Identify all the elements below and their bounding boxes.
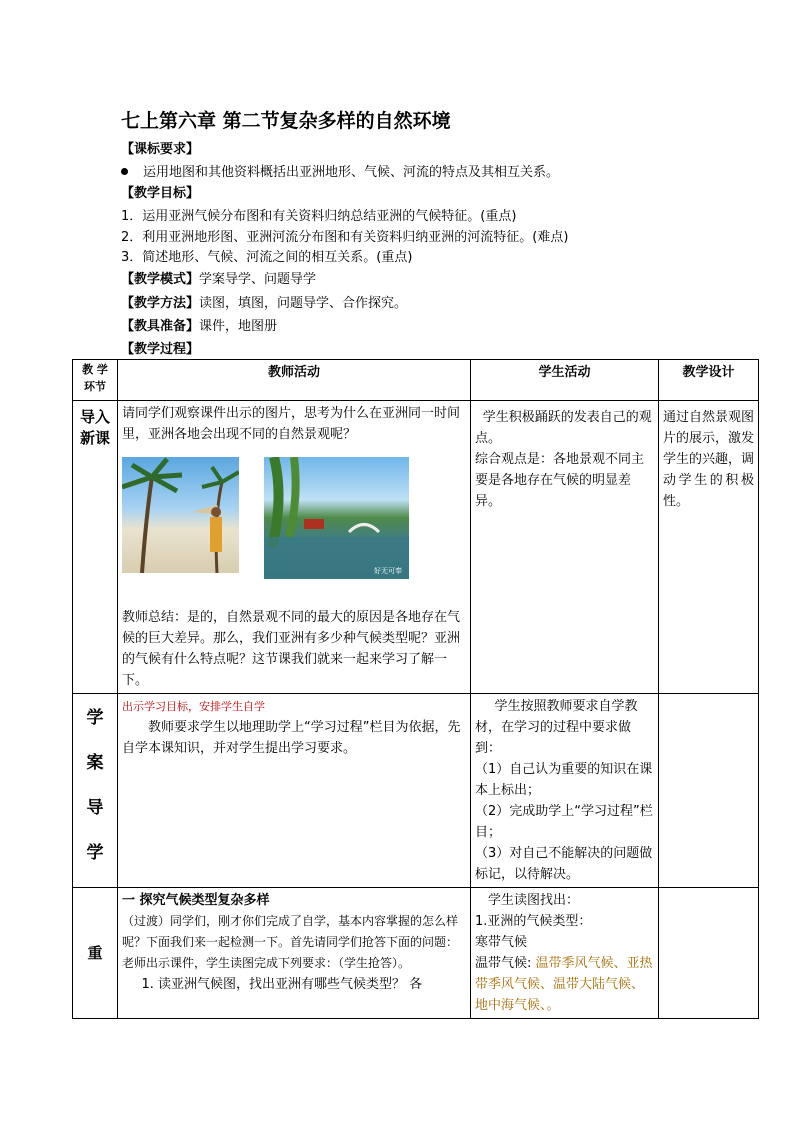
fangfa-line: 【教学方法】读图，填图，问题导学、合作探究。: [121, 296, 408, 311]
table-header-row: [73, 360, 759, 401]
doc-title: 七上第六章 第二节复杂多样的自然环境: [121, 110, 451, 132]
design-cell: [659, 888, 759, 1019]
student-text: 1.亚洲的气候类型：: [475, 914, 592, 929]
segment-cell: 重: [73, 888, 118, 1019]
design-cell: 通过自然景观图片的展示，激发学生的兴趣，调动学生的积极性。: [659, 401, 759, 694]
segment-cell: 学 案 导 学: [73, 694, 118, 888]
teacher-cell: [118, 888, 471, 1019]
teacher-red-note: 出示学习目标，安排学生自学: [122, 700, 265, 713]
header-segment: 教 学 环节: [73, 360, 118, 401]
teacher-text: 1. 读亚洲气候图，找出亚洲有哪些气候类型？ 各: [141, 977, 423, 992]
header-design: 教学设计: [659, 360, 759, 401]
mubiao-item: 1．运用亚洲气候分布图和有关资料归纳总结亚洲的气候特征。(重点): [121, 209, 517, 224]
student-item: （3）对自己不能解决的问题做标记，以待解决。: [475, 846, 653, 882]
design-cell: [659, 694, 759, 888]
teacher-text: 老师出示课件，学生读图完成下列要求：（学生抢答）。: [122, 956, 411, 970]
photo-watermark: 好无可奉: [374, 567, 402, 575]
table-row: [73, 888, 759, 1019]
student-text: 学生按照教师要求自学教材，在学习的过程中要求做到：: [475, 699, 638, 756]
beach-photo: [122, 457, 239, 573]
teacher-cell: [118, 401, 471, 694]
moshi-line: 【教学模式】学案导学、问题导学: [121, 272, 317, 287]
zhunbei-line: 【教具准备】课件，地图册: [121, 319, 278, 334]
table-row: [73, 401, 759, 694]
student-text: 学生积极踊跃的发表自己的观点。: [475, 410, 652, 446]
teacher-text: （过渡）同学们，刚才你们完成了自学，基本内容掌握的怎么样呢？下面我们来一起检测一下。首先请同学们抢答下面的问题：: [122, 914, 459, 949]
header-teacher: 教师活动: [118, 360, 471, 401]
mubiao-heading: 【教学目标】: [121, 186, 200, 201]
kebiao-heading: 【课标要求】: [121, 142, 200, 157]
segment-cell: 导入新课: [73, 401, 118, 694]
student-text: 综合观点是：各地景观不同主要是各地存在气候的明显差异。: [475, 452, 645, 509]
teacher-heading: 一 探究气候类型复杂多样: [122, 893, 270, 908]
student-cell: [471, 401, 659, 694]
student-text: 寒带气候: [475, 935, 528, 950]
mubiao-item: 3．简述地形、气候、河流之间的相互关系。(重点): [121, 250, 413, 265]
mubiao-item: 2．利用亚洲地形图、亚洲河流分布图和有关资料归纳亚洲的河流特征。(难点): [121, 230, 569, 245]
table-row: [73, 694, 759, 888]
teacher-text: 教师要求学生以地理助学上“学习过程”栏目为依据，先自学本课知识，并对学生提出学习要求。: [122, 720, 461, 756]
process-table: [72, 359, 759, 1019]
student-cell: [471, 888, 659, 1019]
photo-group: [122, 457, 466, 607]
teacher-summary: 教师总结：是的，自然景观不同的最大的原因是各地存在气候的巨大差异。那么，我们亚洲有多少种气候类型呢？亚洲的气候有什么特点呢？这节课我们就来一起来学习了解一下。: [122, 610, 461, 688]
student-text: 学生读图找出：: [488, 893, 580, 908]
kebiao-item: 运用地图和其他资料概括出亚洲地形、气候、河流的特点及其相互关系。: [121, 161, 559, 180]
teacher-question: 请同学们观察课件出示的图片，思考为什么在亚洲同一时间里，亚洲各地会出现不同的自然景观呢？: [122, 406, 461, 442]
student-item: （2）完成助学上“学习过程”栏目；: [475, 804, 653, 840]
student-item: （1）自己认为重要的知识在课本上标出；: [475, 762, 653, 798]
lake-photo: [264, 457, 409, 579]
teacher-cell: [118, 694, 471, 888]
student-text: 温带气候: 温带季风气候、亚热带季风气候、温带大陆气候、地中海气候、。: [475, 956, 653, 1013]
guocheng-heading: 【教学过程】: [121, 342, 200, 357]
bullet-icon: [121, 168, 128, 175]
student-cell: [471, 694, 659, 888]
header-student: 学生活动: [471, 360, 659, 401]
